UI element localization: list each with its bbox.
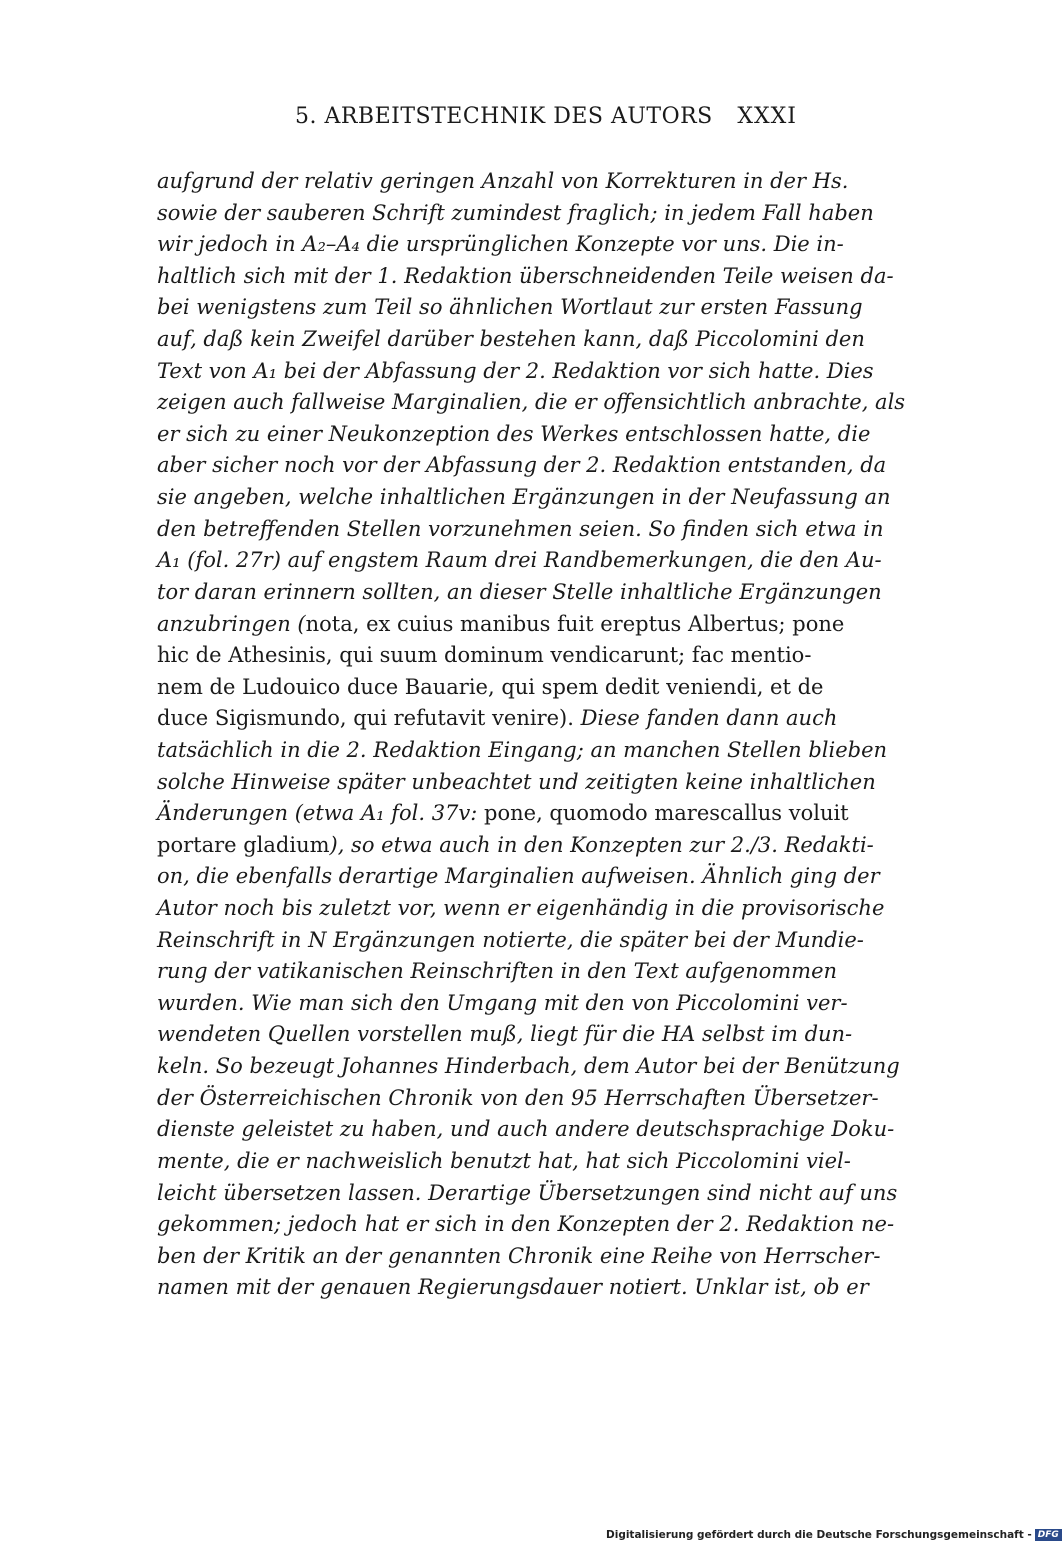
text-segment: tor daran erinnern sollten, an dieser Stelle inhaltliche Ergänzungen — [157, 579, 882, 604]
text-segment: Diese fanden dann auch — [580, 706, 838, 731]
text-line — [157, 1083, 879, 1115]
text-line — [157, 1272, 869, 1304]
text-line — [157, 198, 874, 230]
text-line — [157, 324, 865, 356]
text-line — [157, 514, 884, 546]
text-segment: wir jedoch in A₂–A₄ die ursprünglichen Konzepte vor uns. Die in- — [157, 232, 844, 257]
text-line — [157, 387, 906, 419]
text-line — [157, 229, 844, 261]
text-line — [157, 640, 812, 672]
credit-text: Digitalisierung gefördert durch die Deutsche Forschungsgemeinschaft - — [606, 1529, 1032, 1541]
text-segment: bei wenigstens zum Teil so ähnlichen Wortlaut zur ersten Fassung — [157, 295, 863, 320]
text-segment: keln. So bezeugt Johannes Hinderbach, dem Autor bei der Benützung — [157, 1054, 900, 1079]
text-line — [157, 450, 887, 482]
page-number: XXXI — [737, 104, 797, 129]
text-line — [157, 861, 880, 893]
text-segment: dienste geleistet zu haben, und auch andere deutschsprachige Doku- — [157, 1117, 895, 1142]
text-line — [157, 735, 888, 767]
text-segment: auf, daß kein Zweifel darüber bestehen kann, daß Piccolomini den — [157, 327, 865, 352]
text-segment: tatsächlich in die 2. Redaktion Eingang; an manchen Stellen blieben — [157, 737, 888, 762]
text-line — [157, 482, 891, 514]
running-header — [157, 104, 797, 138]
text-line — [157, 893, 885, 925]
text-segment: on, die ebenfalls derartige Marginalien aufweisen. Ähnlich ging der — [157, 864, 880, 889]
text-line — [157, 1114, 895, 1146]
text-line — [157, 609, 845, 641]
text-line — [157, 925, 864, 957]
text-line — [157, 1146, 851, 1178]
text-segment: nota, ex cuius manibus fuit ereptus Albertus; pone — [305, 611, 845, 636]
text-segment: er sich zu einer Neukonzeption des Werkes entschlossen hatte, die — [157, 421, 871, 446]
text-segment: A₁ (fol. 27r) auf engstem Raum drei Randbemerkungen, die den Au- — [157, 548, 882, 573]
dfg-logo: DFG — [1035, 1529, 1062, 1541]
text-segment: leicht übersetzen lassen. Derartige Übersetzungen sind nicht auf uns — [157, 1180, 898, 1205]
text-segment: zeigen auch fallweise Marginalien, die er offensichtlich anbrachte, als — [157, 390, 906, 415]
text-line — [157, 261, 894, 293]
text-segment: Änderungen (etwa A₁ fol. 37v: — [157, 801, 485, 826]
text-segment: wendeten Quellen vorstellen muß, liegt für die HA selbst im dun- — [157, 1022, 853, 1047]
text-line — [157, 767, 876, 799]
text-segment: rung der vatikanischen Reinschriften in den Text aufgenommen — [157, 959, 838, 984]
chapter-title: 5. ARBEITSTECHNIK DES AUTORS — [295, 104, 713, 129]
digitization-credit — [606, 1528, 1062, 1542]
text-segment: aber sicher noch vor der Abfassung der 2. Redaktion entstanden, da — [157, 453, 887, 478]
text-segment: pone, quomodo marescallus voluit — [484, 801, 849, 826]
text-line — [157, 988, 848, 1020]
text-segment: namen mit der genauen Regierungsdauer notiert. Unklar ist, ob er — [157, 1275, 869, 1300]
text-segment: ben der Kritik an der genannten Chronik eine Reihe von Herrscher- — [157, 1243, 881, 1268]
text-segment: sowie der sauberen Schrift zumindest fraglich; in jedem Fall haben — [157, 200, 874, 225]
text-line — [157, 292, 863, 324]
text-line — [157, 419, 871, 451]
text-line — [157, 1241, 881, 1273]
text-segment: duce Sigismundo, qui refutavit venire). — [157, 706, 581, 731]
text-line — [157, 1209, 895, 1241]
body-text — [157, 166, 906, 1304]
text-segment: solche Hinweise später unbeachtet und zeitigten keine inhaltlichen — [157, 769, 876, 794]
text-line — [157, 830, 874, 862]
text-segment: den betreffenden Stellen vorzunehmen seien. So finden sich etwa in — [157, 516, 884, 541]
text-line — [157, 703, 838, 735]
text-line — [157, 545, 882, 577]
text-segment: der Österreichischen Chronik von den 95 Herrschaften Übersetzer- — [157, 1085, 879, 1110]
text-segment: Reinschrift in N Ergänzungen notierte, die später bei der Mundie- — [157, 927, 864, 952]
text-line — [157, 1019, 853, 1051]
text-segment: nem de Ludouico duce Bauarie, qui spem dedit veniendi, et de — [157, 674, 824, 699]
text-line — [157, 356, 874, 388]
text-segment: Autor noch bis zuletzt vor, wenn er eigenhändig in die provisorische — [157, 896, 885, 921]
text-segment: aufgrund der relativ geringen Anzahl von Korrekturen in der Hs. — [157, 169, 849, 193]
text-segment: wurden. Wie man sich den Umgang mit den von Piccolomini ver- — [157, 990, 848, 1015]
text-segment: anzubringen ( — [157, 611, 306, 636]
text-line — [157, 166, 849, 198]
text-segment: Text von A₁ bei der Abfassung der 2. Redaktion vor sich hatte. Dies — [157, 358, 874, 383]
text-line — [157, 956, 838, 988]
text-segment: hic de Athesinis, qui suum dominum vendicarunt; fac mentio- — [157, 643, 812, 668]
text-line — [157, 1178, 898, 1210]
text-segment: haltlich sich mit der 1. Redaktion überschneidenden Teile weisen da- — [157, 263, 894, 288]
text-segment: sie angeben, welche inhaltlichen Ergänzungen in der Neufassung an — [157, 485, 891, 510]
text-segment: gekommen; jedoch hat er sich in den Konzepten der 2. Redaktion ne- — [157, 1212, 895, 1237]
text-line — [157, 798, 849, 830]
text-segment: portare gladium — [157, 832, 330, 857]
text-segment: mente, die er nachweislich benutzt hat, hat sich Piccolomini viel- — [157, 1148, 851, 1173]
text-line — [157, 672, 824, 704]
text-segment: ), so etwa auch in den Konzepten zur 2./3. Redakti- — [329, 832, 874, 857]
text-line — [157, 577, 882, 609]
text-line — [157, 1051, 900, 1083]
